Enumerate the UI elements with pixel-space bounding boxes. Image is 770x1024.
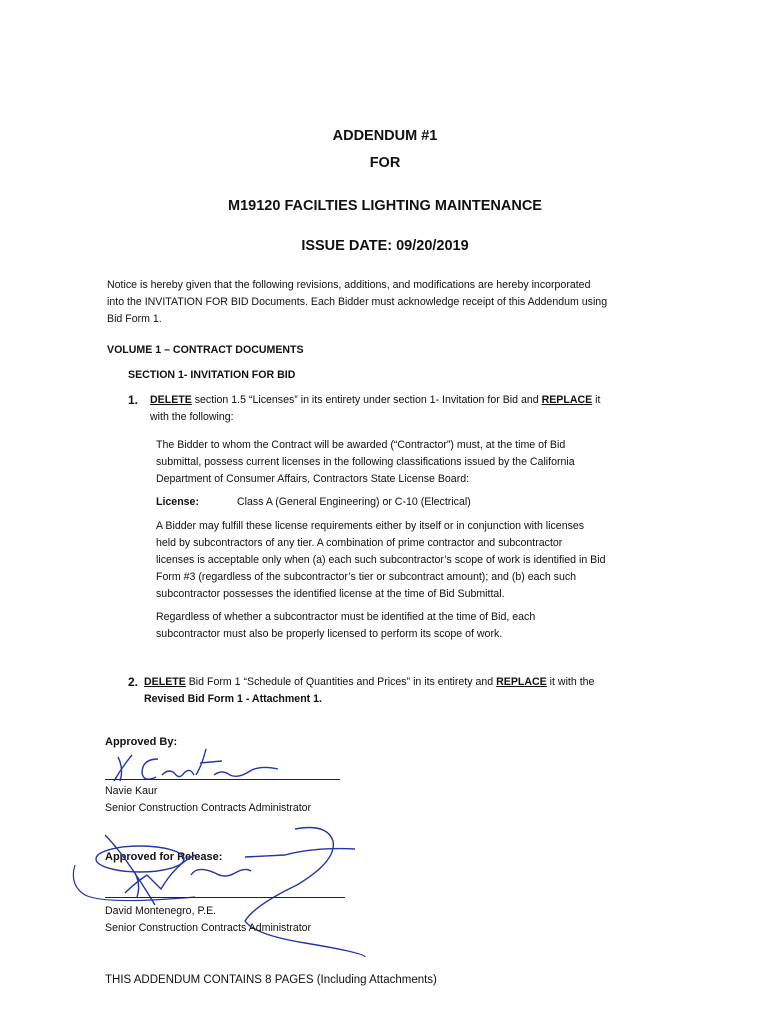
para3-line: subcontractor must also be properly licensed to perform its scope of work. — [156, 628, 503, 640]
approver-1-title: Senior Construction Contracts Administrator — [105, 802, 312, 814]
para1-line: submittal, possess current licenses in the following classifications issued by the California — [156, 456, 575, 468]
signature-david-montenegro — [65, 825, 385, 965]
project-title: M19120 FACILTIES LIGHTING MAINTENANCE — [228, 198, 542, 214]
approver-1-name: Navie Kaur — [105, 785, 158, 797]
item-1-delete: DELETE — [150, 394, 192, 406]
item-1-text-a: section 1.5 “Licenses” in its entirety under section 1- Invitation for Bid and — [191, 394, 542, 406]
item-1-line-2: with the following: — [150, 411, 234, 423]
volume-heading: VOLUME 1 – CONTRACT DOCUMENTS — [107, 344, 304, 356]
item-2-text-a: Bid Form 1 “Schedule of Quantities and Prices” in its entirety and — [185, 676, 497, 688]
item-2-number: 2. — [128, 675, 139, 689]
license-value: Class A (General Engineering) or C-10 (Electrical) — [237, 496, 471, 508]
license-paragraph-2 — [156, 518, 686, 603]
approved-by-label: Approved By: — [105, 736, 178, 748]
item-2-line-2: Revised Bid Form 1 - Attachment 1. — [144, 693, 322, 705]
para2-line: held by subcontractors of any tier. A combination of prime contractor and subcontractor — [156, 537, 563, 549]
item-2-text-b: it with the — [546, 676, 595, 688]
approver-2-name: David Montenegro, P.E. — [105, 905, 217, 917]
notice-line-1: Notice is hereby given that the following revisions, additions, and modifications are hereby incorporated — [107, 279, 591, 291]
item-2-replace: REPLACE — [496, 676, 547, 688]
section-heading: SECTION 1- INVITATION FOR BID — [128, 369, 296, 381]
para2-line: A Bidder may fulfill these license requirements either by itself or in conjunction with licenses — [156, 520, 585, 532]
license-paragraph-1 — [156, 437, 686, 488]
notice-paragraph — [107, 277, 687, 328]
notice-line-2: into the INVITATION FOR BID Documents. Each Bidder must acknowledge receipt of this Addendum using — [107, 296, 608, 308]
para1-line: The Bidder to whom the Contract will be awarded (“Contractor”) must, at the time of Bid — [156, 439, 566, 451]
license-paragraph-3 — [156, 609, 686, 643]
para2-line: subcontractor possesses the identified license at the time of Bid Submittal. — [156, 588, 505, 600]
addendum-title: ADDENDUM #1 — [332, 128, 438, 144]
notice-line-3: Bid Form 1. — [107, 313, 162, 325]
signature-line-1 — [105, 779, 340, 780]
para2-line: licenses is acceptable only when (a) each such subcontractor’s scope of work is identified in Bid — [156, 554, 606, 566]
item-2-text — [144, 674, 684, 708]
approver-2-title: Senior Construction Contracts Administrator — [105, 922, 312, 934]
para2-line: Form #3 (regardless of the subcontractor’s tier or subcontract amount); and (b) each such — [156, 571, 577, 583]
signature-line-2 — [105, 897, 345, 898]
item-1-text — [150, 392, 690, 426]
para1-line: Department of Consumer Affairs, Contractors State License Board: — [156, 473, 470, 485]
item-1-text-b: it — [592, 394, 601, 406]
page-count-footer: THIS ADDENDUM CONTAINS 8 PAGES (Including Attachments) — [105, 974, 437, 986]
item-1-replace: REPLACE — [541, 394, 593, 406]
issue-date: ISSUE DATE: 09/20/2019 — [301, 238, 469, 254]
item-2-delete: DELETE — [144, 676, 186, 688]
addendum-for: FOR — [369, 155, 401, 171]
approved-for-release-label: Approved for Release: — [105, 851, 223, 863]
para3-line: Regardless of whether a subcontractor must be identified at the time of Bid, each — [156, 611, 536, 623]
item-1-number: 1. — [128, 393, 139, 407]
license-label: License: — [156, 496, 199, 508]
